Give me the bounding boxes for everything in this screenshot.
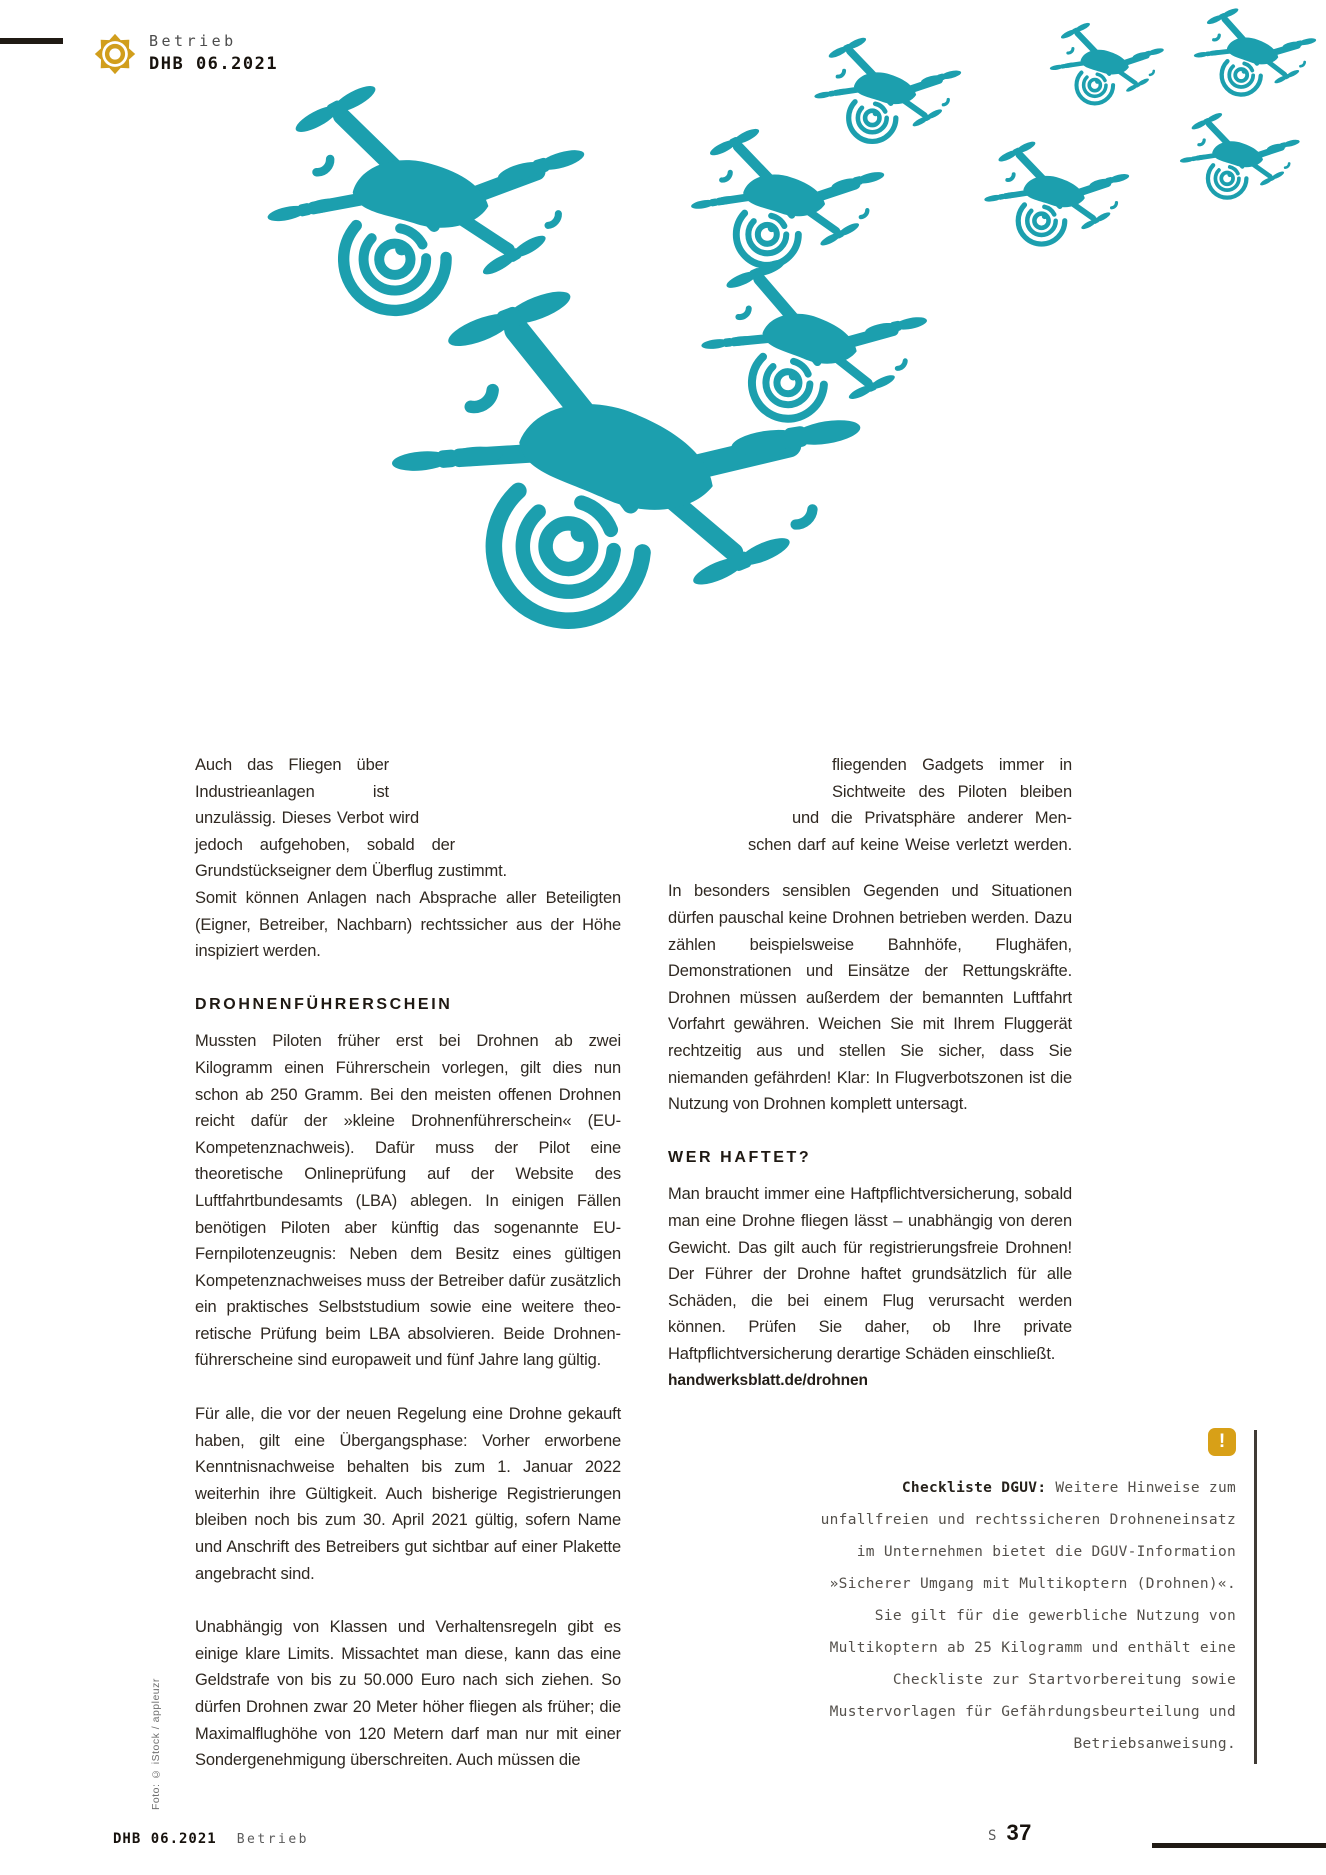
infobox-divider <box>1254 1430 1257 1764</box>
page-number: 37 <box>1006 1820 1032 1845</box>
text-wrap-spacer <box>668 779 792 806</box>
exclamation-icon: ! <box>1208 1428 1236 1456</box>
section-heading-drohnenfuehrerschein: DROHNENFÜHRERSCHEIN <box>195 995 453 1013</box>
corner-rule <box>0 38 63 44</box>
infobox-title: Checkliste DGUV: <box>901 1480 1047 1496</box>
body-paragraph: Man braucht immer eine Haftpflichtversicherung, sobald man eine Drohne fliegen lässt – unabhängig von deren Gewicht. Das gilt auch für registrierungsfreie Drohnen! Der Führer der Drohne haftet grundsätzlich für alle Schäden, die bei einem Flug verursacht werden können. Prüfen Sie daher, ob Ihre private Haftpflichtversicherung derartige Schäden einschließt. <box>668 1185 1072 1363</box>
text-wrap-spacer <box>507 833 621 860</box>
body-paragraph: fliegenden Gadgets immer in Sichtweite des Piloten bleiben und die Privatsphäre anderer Menschen darf auf keine Weise verletzt werden. <box>748 756 1072 854</box>
issue-label: DHB 06.2021 <box>149 54 279 74</box>
right-column <box>668 752 1072 1395</box>
page-header <box>93 30 278 76</box>
body-paragraph: Auch das Fliegen über Industrieanlagen ist unzulässig. Dieses Verbot wird jedoch aufgehoben, sobald der Grundstückseigner dem Überflug zustimmt. Somit können Anlagen nach Absprache aller Beteiligten (Eigner, Betreiber, Nachbarn) rechtssicher aus der Höhe inspiziert werden. <box>195 756 621 961</box>
page-prefix: S <box>988 1828 997 1844</box>
section-label: Betrieb <box>149 32 237 50</box>
paragraph-block <box>195 752 621 965</box>
paragraph-block <box>668 752 1072 858</box>
footer-left <box>113 1831 309 1847</box>
text-wrap-spacer <box>668 806 748 833</box>
body-paragraph: Unabhängig von Klassen und Verhaltensregeln gibt es einige klare Limits. Missachtet man diese, kann das eine Geldstrafe von bis zu 50.000 Euro nach sich ziehen. So dürfen Drohnen zwar 20 Meter höher fliegen als früher; die Maximalflughöhe von 120 Metern darf man nur mit einer Sondergenehmigung überschreiten. Auch müssen die <box>195 1618 621 1770</box>
infobox-body: Weitere Hinweise zum unfallfreien und rechtssicheren Drohneneinsatz im Unternehmen bietet die DGUV-Information »Sicherer Umgang mit Multikoptern (Drohnen)«. Sie gilt für die gewerbliche Nutzung von Multikoptern ab 25 Kilogramm und enthält eine Checkliste zur Startvorbereitung sowie Mustervorlagen für Gefährdungsbeurteilung und Betriebsanweisung. <box>820 1480 1236 1752</box>
footer-rule <box>1152 1843 1326 1848</box>
text-wrap-spacer <box>455 806 621 833</box>
gear-icon <box>93 32 137 76</box>
drone-icon <box>1190 4 1319 104</box>
left-column <box>195 752 621 1774</box>
text-wrap-spacer <box>668 833 702 860</box>
drone-icon <box>1178 110 1302 204</box>
body-paragraph: Für alle, die vor der neuen Regelung eine Drohne gekauft haben, gilt eine Übergangsphase: Vorher erworbene Kenntnisnachweise behalten bis zum 1. Januar 2022 weiterhin ihre Gültigkeit. Auch bisherige Registrierungen bleiben noch bis zum 30. April 2021 gültig, sofern Name und Anschrift des Betreibers gut sichtbar auf einer Plakette angebracht sind. <box>195 1405 621 1583</box>
body-paragraph: Mussten Piloten früher erst bei Drohnen ab zwei Kilogramm einen Führerschein vorlegen, gilt dies nun schon ab 250 Gramm. Bei den meisten offenen Drohnen reicht dafür der »kleine Drohnenführerschein« (EU-Kompetenznachweis). Dafür muss der Pilot eine theoretische Onlineprüfung auf der Website des Luftfahrtbundesamts (LBA) ablegen. In einigen Fällen benötigen Piloten aber künftig das sogenannte EU-Fernpilotenzeugnis: Neben dem Besitz eines gültigen Kompetenznachweises muss der Betreiber dafür zusätzlich ein praktisches Selbststudium sowie eine weitere theoretische Prüfung beim LBA absolvieren. Beide Drohnenführerscheine sind europaweit und fünf Jahre lang gültig. <box>195 1032 621 1370</box>
section-heading-wer-haftet: WER HAFTET? <box>668 1148 812 1166</box>
photo-credit: Foto: © iStock / appleuzr <box>150 1678 162 1810</box>
infobox-checkliste-dguv <box>800 1472 1236 1760</box>
drone-icon <box>694 250 935 438</box>
text-wrap-spacer <box>419 779 621 806</box>
footer-section: Betrieb <box>236 1832 310 1847</box>
drone-icon <box>1048 20 1166 110</box>
article-link[interactable]: handwerksblatt.de/drohnen <box>668 1372 868 1390</box>
body-paragraph: In besonders sensiblen Gegenden und Situationen dürfen pauschal keine Drohnen betrieben werden. Dazu zählen beispielsweise Bahnhöfe, Flughäfen, Demonstrationen und Einsätze der Rettungskräfte. Drohnen müssen außerdem der bemannten Luftfahrt Vorfahrt gewähren. Weichen Sie mit Ihrem Fluggerät rechtzeitig aus und stellen Sie sicher, dass Sie niemanden gefährden! Klar: In Flugverbotszonen ist die Nutzung von Drohnen komplett untersagt. <box>668 882 1072 1114</box>
text-wrap-spacer <box>668 752 832 779</box>
drone-icon <box>982 138 1132 252</box>
text-wrap-spacer <box>389 752 621 779</box>
footer-issue: DHB 06.2021 <box>113 1831 217 1847</box>
footer-page-number <box>988 1820 1032 1846</box>
